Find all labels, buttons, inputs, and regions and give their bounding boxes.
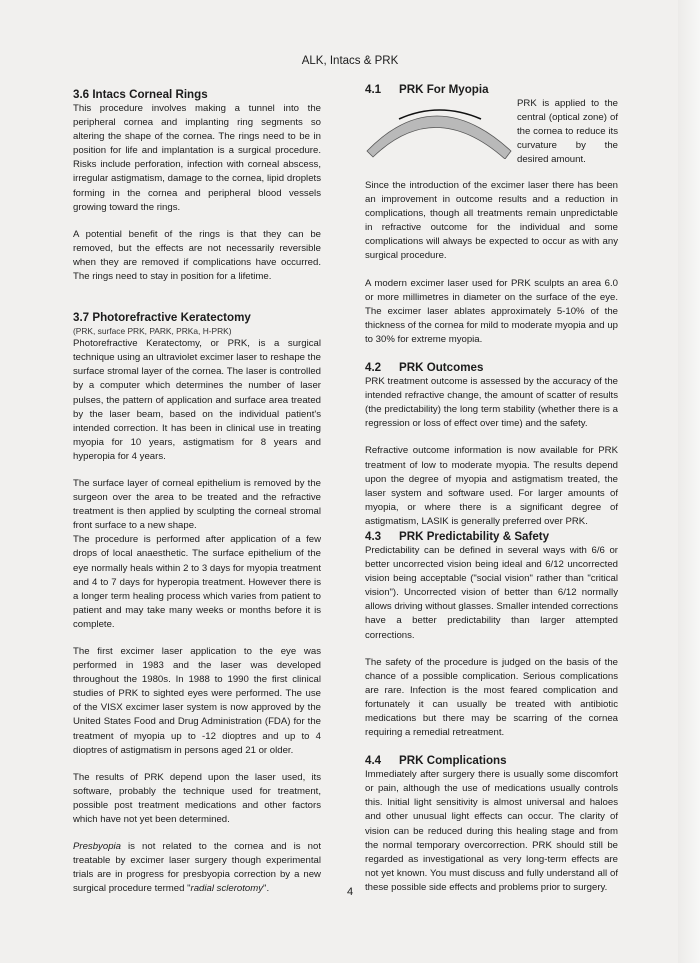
section-title: PRK Complications <box>399 754 507 768</box>
section-4-4 <box>365 753 618 895</box>
paragraph: The first excimer laser application to the eye was performed in 1983 and the laser was developed throughout the 1980s. In 1988 to 1990 the first clinical studies of PRK to sighted eyes were performed. The use of the VISX excimer laser system is now approved by the United States Food and Drug Administration (FDA) for the treatment of myopia up to -12 dioptres and up to 4 dioptres of astigmatism in persons aged 21 or older. <box>73 646 321 756</box>
section-heading <box>365 529 618 544</box>
italic-term: radial sclerotomy <box>190 883 264 895</box>
section-3-6 <box>73 87 321 284</box>
section-4-1 <box>365 82 618 347</box>
paragraph: A modern excimer laser used for PRK sculpts an area 6.0 or more millimetres in diameter on the surface of the eye. The excimer laser ablates approximately 5-10% of the thickness of the cornea for mild to moderate myopia and up to 30% for extreme myopia. <box>365 277 618 345</box>
section-3-7 <box>73 310 321 896</box>
cornea-diagram <box>365 99 513 159</box>
paragraph: Predictability can be defined in several ways with 6/6 or better uncorrected vision being ideal and 6/12 uncorrected vision being acceptable ("social vision" rather than "critical vision"). Uncorrected vision of better than 6/12 normally allows driving without glasses. Smaller intended corrections have a better predictability than larger attempted corrections. <box>365 544 618 641</box>
section-number: 4.1 <box>365 83 382 96</box>
paragraph: This procedure involves making a tunnel into the peripheral cornea and implanting ring segments so altering the shape of the cornea. The rings need to be in position for life and implantation is a surgical procedure. Risks include perforation, infection with corneal abscess, irregular astigmatism, damage to the cornea, lipid droplets forming in the cornea and peripheral blood vessels growing toward the rings. <box>73 103 321 213</box>
paragraph: Refractive outcome information is now available for PRK treatment of low to moderate myopia. The results depend upon the degree of myopia and astigmatism treated, the laser system and software used. For larger amounts of myopia, or where there is a significant degree of astigmatism, LASIK is generally preferred over PRK. <box>365 445 618 527</box>
section-subtitle: (PRK, surface PRK, PARK, PRKa, H-PRK) <box>73 326 232 337</box>
paragraph: The safety of the procedure is judged on the basis of the chance of a possible complication. Serious complications are rare. Infection is the most feared complication and fortunately it can usually be treated with antibiotic medications but there may be scarring of the cornea requiring a remedial retreatment. <box>365 656 618 739</box>
section-title: PRK Predictability & Safety <box>399 529 550 543</box>
section-4-3 <box>365 529 618 740</box>
paragraph: A potential benefit of the rings is that they can be removed, but the effects are not necessarily reversible when they are removed if complications have occurred. The rings need to stay in position for a lifetime. <box>73 228 321 283</box>
paragraph: The surface layer of corneal epithelium is removed by the surgeon over the area to be treated and the refractive treatment is then applied by sculpting the corneal stromal front surface to a new shape. <box>73 477 321 532</box>
paragraph: The procedure is performed after application of a few drops of local anaesthetic. The surface epithelium of the eye normally heals within 2 to 3 days for myopia treatment and 4 to 7 days for hyperopia treatment. However there is a longer term healing process which varies from patient to patient and may take many weeks or months before it is complete. <box>73 534 321 630</box>
figure-caption: PRK is applied to the central (optical zone) of the cornea to reduce its curvature by the desired amount. <box>517 98 618 165</box>
paragraph: Immediately after surgery there is usually some discomfort or pain, although the use of medications usually controls this. Initial light sensitivity is almost universal and haloes and other unusual light effects can occur. The clarity of vision can be reduced during this healing stage and from the normal temporary overcorrection. PRK should still be regarded as investigational as very long-term effects are not yet known. You must discuss and fully understand all of these possible side effects and problems prior to surgery. <box>365 769 618 893</box>
running-header: ALK, Intacs & PRK <box>301 55 399 67</box>
scan-edge-shadow <box>678 0 700 963</box>
page-number: 4 <box>346 886 354 898</box>
section-heading: 3.6 Intacs Corneal Rings <box>73 88 208 101</box>
paragraph: The results of PRK depend upon the laser used, its software, probably the technique used for treatment, possible post treatment medications and other factors which have not yet been determined. <box>73 771 321 826</box>
section-heading: 3.7 Photorefractive Keratectomy <box>73 311 251 325</box>
section-title: PRK Outcomes <box>399 361 484 375</box>
figure-row <box>365 97 618 179</box>
section-heading <box>365 82 618 97</box>
paragraph: Since the introduction of the excimer laser there has been an improvement in outcome results and a reduction in complications, though all treatments remain unpredictable in refractive outcome for the individual and some complications will always be expected to occur as with any surgical procedure. <box>365 180 618 262</box>
section-heading <box>365 360 618 375</box>
section-4-2 <box>365 360 618 529</box>
text-span: is not related to the cornea and is not treatable by excimer laser surgery though experimental trials are in progress for presbyopia correction by a new surgical procedure termed " <box>73 841 321 895</box>
italic-term: Presbyopia <box>73 841 121 853</box>
section-title: PRK For Myopia <box>399 83 489 96</box>
left-column <box>73 87 321 897</box>
section-heading <box>365 753 618 768</box>
section-number: 4.4 <box>365 754 382 768</box>
section-number: 4.3 <box>365 529 382 543</box>
section-number: 4.2 <box>365 361 382 375</box>
right-column <box>365 82 618 895</box>
text-span: ". <box>263 883 270 895</box>
cornea-shape <box>367 116 511 159</box>
paragraph: Photorefractive Keratectomy, or PRK, is a surgical technique using an ultraviolet excimer laser to reshape the surface stromal layer of the cornea. The laser is controlled by a computer which determines the number of laser pulses, the pattern of application and surface area treated by the laser beam, based on the individual patient's intended correction. It has been in clinical use in treating myopia for 10 years, astigmatism for 8 years and hyperopia for 4 years. <box>73 338 321 462</box>
paragraph: PRK treatment outcome is assessed by the accuracy of the intended refractive change, the amount of scatter of results (the predictability) the long term stability (whether there is a regression or loss of effect over time) and the safety. <box>365 376 618 430</box>
